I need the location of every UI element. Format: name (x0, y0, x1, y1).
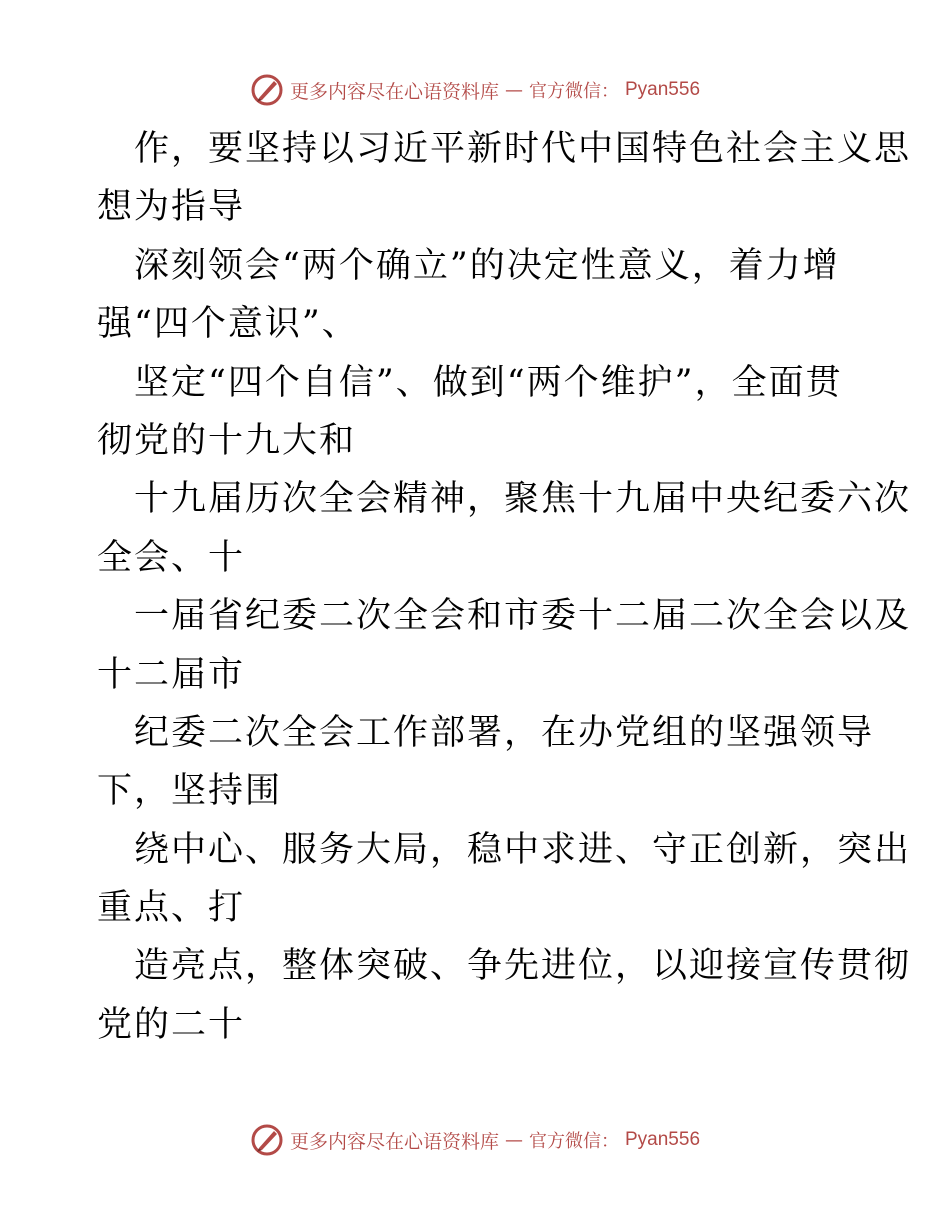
body-line: 绕中心、服务大局，稳中求进、守正创新，突出 (134, 829, 912, 870)
body-line: 纪委二次全会工作部署，在办党组的坚强领导 (134, 712, 875, 753)
body-line: 下，坚持围 (97, 771, 283, 812)
body-line: 一届省纪委二次全会和市委十二届二次全会以及 (134, 596, 912, 637)
document-body (97, 120, 912, 1054)
watermark-brand: 更多内容尽在心语资料库 (289, 1130, 499, 1153)
watermark-separator: — (505, 79, 523, 101)
watermark-separator: — (505, 1129, 523, 1151)
body-line: 造亮点，整体突破、争先进位，以迎接宣传贯彻 (134, 946, 912, 987)
footer-watermark (0, 1120, 950, 1160)
body-line: 强“四个意识”、 (97, 304, 359, 345)
quill-pen-logo-icon (250, 73, 284, 107)
watermark-wechat-id: Pyan556 (625, 79, 701, 100)
watermark-official-label: 官方微信： (529, 1131, 619, 1152)
body-line: 彻党的十九大和 (97, 420, 357, 461)
body-line: 党的二十 (97, 1004, 246, 1045)
quill-pen-logo-icon (250, 1123, 284, 1157)
watermark-brand: 更多内容尽在心语资料库 (289, 80, 499, 103)
watermark-official-label: 官方微信： (529, 81, 619, 102)
body-line: 重点、打 (97, 888, 246, 929)
header-watermark (0, 70, 950, 110)
body-line: 全会、十 (97, 537, 246, 578)
body-line: 十九届历次全会精神，聚焦十九届中央纪委六次 (134, 479, 912, 520)
body-line: 作，要坚持以习近平新时代中国特色社会主义思 (134, 129, 912, 169)
body-line: 深刻领会“两个确立”的决定性意义，着力增 (134, 245, 840, 286)
watermark-wechat-id: Pyan556 (625, 1129, 701, 1150)
body-line: 坚定“四个自信”、做到“两个维护”，全面贯 (134, 362, 843, 403)
body-line: 十二届市 (97, 654, 246, 695)
body-line: 想为指导 (97, 187, 246, 228)
